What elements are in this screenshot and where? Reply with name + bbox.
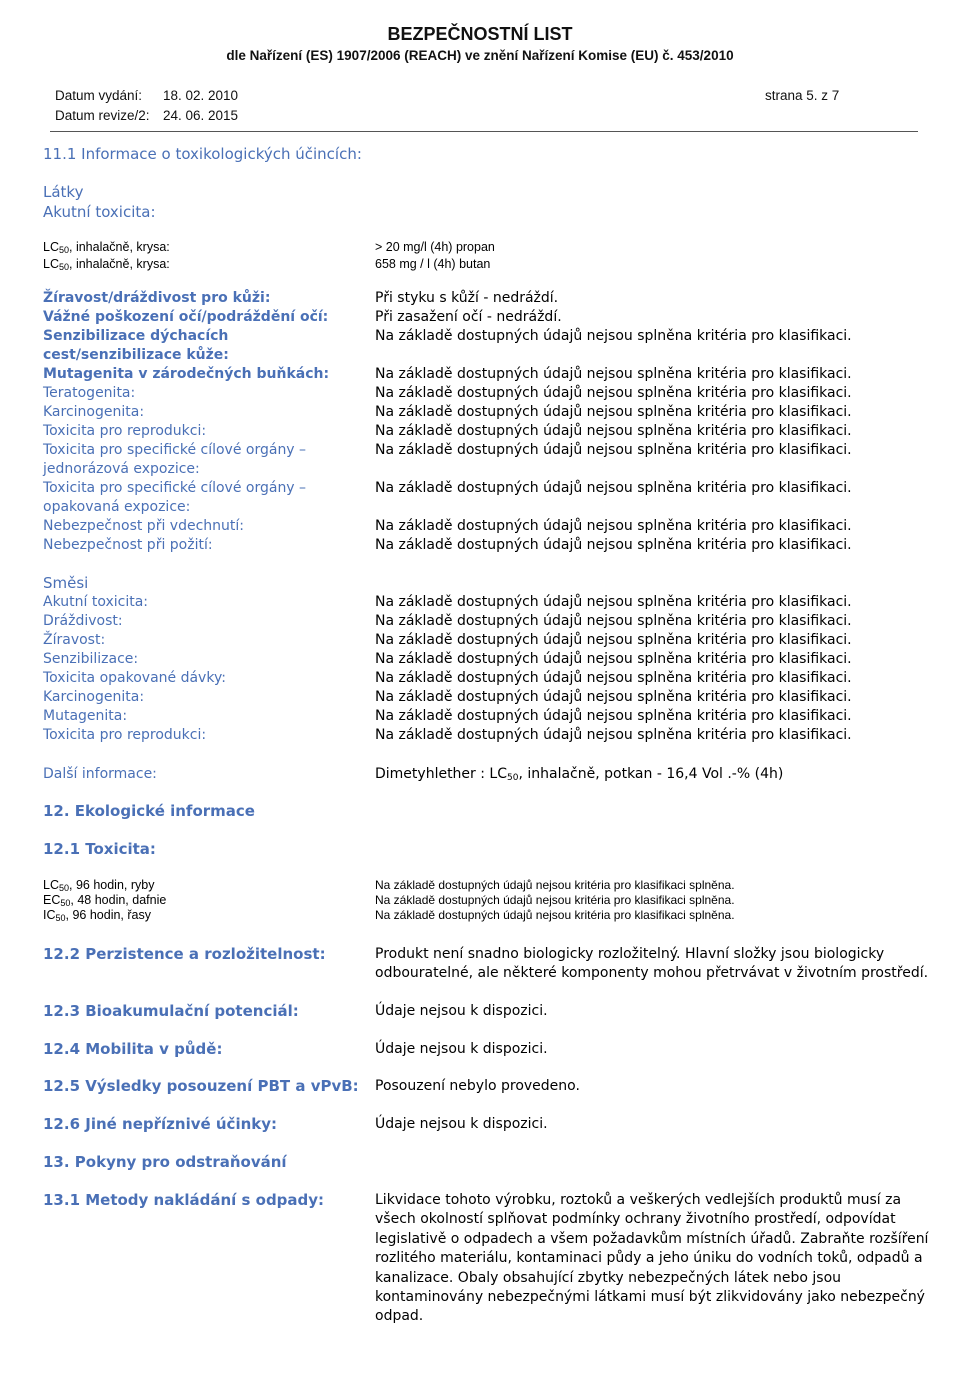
mix-row-label: Žíravost: [43, 632, 106, 648]
row-label: cest/senzibilizace kůže: [43, 347, 229, 363]
mix-row-label: Toxicita opakované dávky: [43, 670, 226, 686]
eco-tox-label: $EC_{50}$, 48 hodin, dafnie [43, 893, 167, 908]
eco-tox-label: $IC_{50}$, 96 hodin, řasy [43, 908, 151, 923]
row-value: Na základě dostupných údajů nejsou splněna kritéria pro klasifikaci. [375, 537, 852, 553]
row-label: Toxicita pro specifické cílové orgány – [43, 480, 307, 496]
mix-row-value: Na základě dostupných údajů nejsou splněna kritéria pro klasifikaci. [375, 651, 852, 667]
mix-row-label: Mutagenita: [43, 708, 128, 724]
persistence-label: 12.2 Perzistence a rozložitelnost: [43, 945, 326, 963]
row-label: Senzibilizace dýchacích [43, 328, 229, 344]
row-value: Na základě dostupných údajů nejsou splněna kritéria pro klasifikaci. [375, 480, 852, 496]
section-12-1-heading: 12.1 Toxicita: [43, 840, 156, 858]
mix-row-value: Na základě dostupných údajů nejsou splněna kritéria pro klasifikaci. [375, 708, 852, 724]
pbt-value: Posouzení nebylo provedeno. [375, 1078, 580, 1094]
row-value: Na základě dostupných údajů nejsou splněna kritéria pro klasifikaci. [375, 385, 852, 401]
mix-row-label: Akutní toxicita: [43, 594, 148, 610]
row-label: Žíravost/dráždivost pro kůži: [43, 290, 271, 306]
row-value: Na základě dostupných údajů nejsou splněna kritéria pro klasifikaci. [375, 423, 852, 439]
section-11-1-heading: 11.1 Informace o toxikologických účincích: [43, 145, 362, 163]
mix-row-value: Na základě dostupných údajů nejsou splněna kritéria pro klasifikaci. [375, 613, 852, 629]
row-value: Při styku s kůží - nedráždí. [375, 290, 559, 306]
mix-row-value: Na základě dostupných údajů nejsou splněna kritéria pro klasifikaci. [375, 727, 852, 743]
mix-row-label: Toxicita pro reprodukci: [43, 727, 207, 743]
header-divider [50, 131, 918, 132]
row-label: Vážné poškození očí/podráždění očí: [43, 309, 329, 325]
eco-tox-value: Na základě dostupných údajů nejsou kritéria pro klasifikaci splněna. [375, 878, 735, 892]
mix-row-label: Dráždivost: [43, 613, 123, 629]
revision-date-label: Datum revize/2: [55, 108, 150, 123]
eco-tox-value: Na základě dostupných údajů nejsou kritéria pro klasifikaci splněna. [375, 908, 735, 922]
bioaccumulation-label: 12.3 Bioakumulační potenciál: [43, 1002, 299, 1020]
regulation-subtitle: dle Nařízení (ES) 1907/2006 (REACH) ve znění Nařízení Komise (EU) č. 453/2010 [226, 48, 734, 63]
disposal-methods-value: Likvidace tohoto výrobku, roztoků a veškerých vedlejších produktů musí za všech okolností splňovat podmínky ochrany životního prostředí, odpovídat legislativě o odpadech a všem požadavkům místních úřadů. Zabraňte rozšíření rozlitého materiálu, kontaminaci půdy a jeho úniku do vodních toků, odpadů a kanalizace. Obaly obsahující zbytky nebezpečných látek nebo jsou kontaminovány nebezpečnými látkami musí být zlikvidovány jako nebezpečný odpad. [375, 1192, 929, 1325]
eco-tox-value: Na základě dostupných údajů nejsou kritéria pro klasifikaci splněna. [375, 893, 735, 907]
substances-heading: Látky [43, 183, 84, 201]
row-label: Toxicita pro reprodukci: [43, 423, 207, 439]
row-label: Nebezpečnost při vdechnutí: [43, 518, 244, 534]
row-label: opakovaná expozice: [43, 499, 191, 515]
section-12-heading: 12. Ekologické informace [43, 802, 255, 820]
mix-row-value: Na základě dostupných údajů nejsou splněna kritéria pro klasifikaci. [375, 594, 852, 610]
bioaccumulation-value: Údaje nejsou k dispozici. [375, 1003, 548, 1019]
mix-row-label: Karcinogenita: [43, 689, 145, 705]
row-label: Toxicita pro specifické cílové orgány – [43, 442, 307, 458]
row-label: Teratogenita: [43, 385, 136, 401]
mix-row-value: Na základě dostupných údajů nejsou splněna kritéria pro klasifikaci. [375, 689, 852, 705]
row-value: Na základě dostupných údajů nejsou splněna kritéria pro klasifikaci. [375, 328, 852, 344]
lc50-row-value: 658 mg / l (4h) butan [375, 257, 491, 271]
lc50-row-value: > 20 mg/l (4h) propan [375, 240, 495, 254]
row-value: Na základě dostupných údajů nejsou splněna kritéria pro klasifikaci. [375, 404, 852, 420]
further-info-label: Další informace: [43, 766, 157, 782]
row-label: Nebezpečnost při požití: [43, 537, 213, 553]
mobility-label: 12.4 Mobilita v půdě: [43, 1040, 223, 1058]
pbt-label: 12.5 Výsledky posouzení PBT a vPvB: [43, 1077, 359, 1095]
further-info-value: Dimetyhlether : $LC_{50}$, inhalačně, potkan - 16,4 Vol .-% (4h) [375, 766, 784, 783]
mobility-value: Údaje nejsou k dispozici. [375, 1041, 548, 1057]
document-title: BEZPEČNOSTNÍ LIST [387, 24, 573, 44]
revision-date: 24. 06. 2015 [163, 108, 239, 123]
lc50-row-label: $LC_{50}$, inhalačně, krysa: [43, 257, 170, 272]
page-number: strana 5. z 7 [765, 88, 840, 103]
other-effects-label: 12.6 Jiné nepříznivé účinky: [43, 1115, 278, 1133]
mixtures-heading: Směsi [43, 574, 89, 592]
issue-date: 18. 02. 2010 [163, 88, 239, 103]
mix-row-label: Senzibilizace: [43, 651, 139, 667]
mix-row-value: Na základě dostupných údajů nejsou splněna kritéria pro klasifikaci. [375, 670, 852, 686]
section-13-heading: 13. Pokyny pro odstraňování [43, 1153, 287, 1171]
mix-row-value: Na základě dostupných údajů nejsou splněna kritéria pro klasifikaci. [375, 632, 852, 648]
row-value: Na základě dostupných údajů nejsou splněna kritéria pro klasifikaci. [375, 366, 852, 382]
row-label: jednorázová expozice: [43, 461, 200, 477]
eco-tox-label: $LC_{50}$, 96 hodin, ryby [43, 878, 155, 893]
persistence-value: Produkt není snadno biologicky rozložitelný. Hlavní složky jsou biologicky odbouratelné, ale některé komponenty mohou přetrvávat v životním prostředí. [375, 946, 929, 981]
row-value: Při zasažení očí - nedráždí. [375, 309, 562, 325]
issue-date-label: Datum vydání: [55, 88, 143, 103]
lc50-row-label: $LC_{50}$, inhalačně, krysa: [43, 240, 170, 255]
other-effects-value: Údaje nejsou k dispozici. [375, 1116, 548, 1132]
row-label: Mutagenita v zárodečných buňkách: [43, 366, 330, 382]
row-label: Karcinogenita: [43, 404, 145, 420]
acute-toxicity-heading: Akutní toxicita: [43, 203, 156, 221]
disposal-methods-label: 13.1 Metody nakládání s odpady: [43, 1191, 325, 1209]
row-value: Na základě dostupných údajů nejsou splněna kritéria pro klasifikaci. [375, 442, 852, 458]
row-value: Na základě dostupných údajů nejsou splněna kritéria pro klasifikaci. [375, 518, 852, 534]
